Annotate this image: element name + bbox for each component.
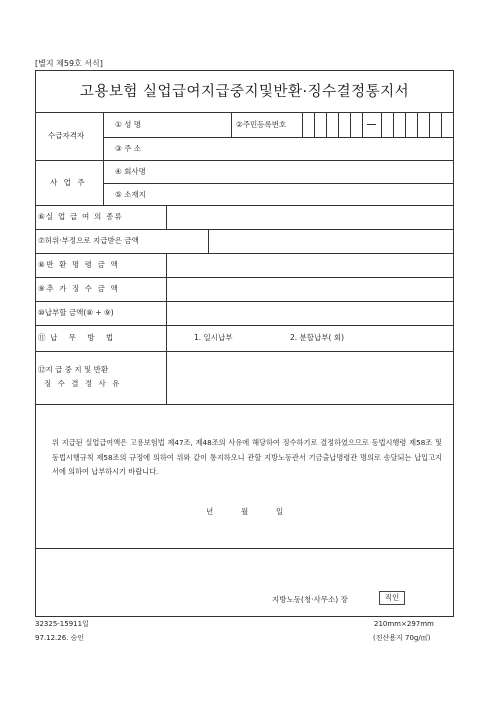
divider bbox=[429, 112, 430, 137]
divider bbox=[166, 205, 167, 229]
divider bbox=[103, 137, 454, 138]
divider bbox=[35, 205, 454, 206]
official-seal: 직인 bbox=[379, 591, 405, 605]
divider bbox=[441, 112, 442, 137]
resident-id-label: ②주민등록번호 bbox=[236, 120, 287, 129]
divider bbox=[103, 112, 104, 205]
date-year: 년 bbox=[206, 507, 214, 516]
address-label: ③ 주 소 bbox=[115, 144, 141, 153]
recipient-group-label: 수급자격자 bbox=[48, 131, 85, 140]
name-label: ① 성 명 bbox=[115, 120, 141, 129]
approval-date: 97.12.26. 승인 bbox=[35, 634, 85, 642]
divider bbox=[417, 112, 418, 137]
employer-group-label: 사 업 주 bbox=[50, 178, 87, 187]
return-amount-label: ⑧반 환 명 령 금 액 bbox=[38, 260, 120, 269]
benefit-type-label: ⑥실 업 급 여 의 종류 bbox=[38, 212, 123, 221]
date-month: 월 bbox=[241, 507, 249, 516]
notice-paragraph: 위 지급된 실업급여액은 고용보험법 제47조, 제48조의 사유에 해당하여 징수하기로 결정하였으므로 동법시행령 제58조 및 동법시행규칙 제58조의 규정에 의하여 위와 같이 통지하오니 관할 지방노동관서 기금출납명령관 명의로 송달되는 납입고지서에 의하여 납부하시기 바랍니다. bbox=[52, 438, 442, 476]
divider bbox=[302, 112, 303, 137]
divider bbox=[350, 112, 351, 137]
form-number: [별지 제59호 서식] bbox=[35, 59, 103, 68]
divider bbox=[35, 301, 454, 302]
divider bbox=[393, 112, 394, 137]
divider bbox=[35, 351, 454, 352]
divider bbox=[326, 112, 327, 137]
reason-label-line-2: 징 수 결 정 사 유 bbox=[44, 379, 122, 388]
paper-size: 210mm×297mm bbox=[374, 620, 434, 628]
company-location-label: ⑤ 소재지 bbox=[115, 190, 146, 199]
divider bbox=[35, 404, 454, 405]
divider bbox=[35, 277, 454, 278]
page-title: 고용보험 실업급여지급중지및반환·징수결정통지서 bbox=[79, 84, 410, 100]
additional-amount-label: ⑨추 가 징 수 금 액 bbox=[38, 284, 120, 293]
divider bbox=[35, 253, 454, 254]
divider bbox=[231, 112, 232, 137]
fraud-amount-label: ⑦허위·부정으로 지급받은 금액 bbox=[38, 236, 139, 245]
date-day: 일 bbox=[276, 507, 284, 516]
divider bbox=[367, 124, 376, 125]
paper-type: (전산용지 70g/㎡) bbox=[373, 634, 431, 642]
divider bbox=[35, 548, 454, 549]
form-border bbox=[35, 70, 454, 617]
divider bbox=[103, 183, 454, 184]
reason-label-line-1: ⑫지 급 중 지 및 반환 bbox=[38, 365, 109, 374]
form-code: 32325-15911일 bbox=[35, 620, 89, 628]
divider bbox=[35, 112, 454, 113]
company-name-label: ④ 회사명 bbox=[115, 167, 146, 176]
issuer-label: 지방노동(청·사무소) 장 bbox=[272, 595, 348, 604]
payment-method-label: ⑪납 무 방 법 bbox=[38, 333, 118, 342]
divider bbox=[208, 229, 209, 253]
divider bbox=[381, 112, 382, 137]
payment-amount-label: ⑩납부할 금액(⑧ + ⑨) bbox=[38, 308, 114, 317]
divider bbox=[166, 253, 167, 404]
payment-option-lump-sum: 1. 일시납부 bbox=[194, 333, 233, 342]
divider bbox=[338, 112, 339, 137]
divider bbox=[362, 112, 363, 137]
divider bbox=[35, 325, 454, 326]
divider bbox=[314, 112, 315, 137]
divider bbox=[35, 229, 454, 230]
divider bbox=[35, 160, 454, 161]
divider bbox=[405, 112, 406, 137]
payment-option-installment: 2. 분할납부( 회) bbox=[290, 333, 345, 342]
